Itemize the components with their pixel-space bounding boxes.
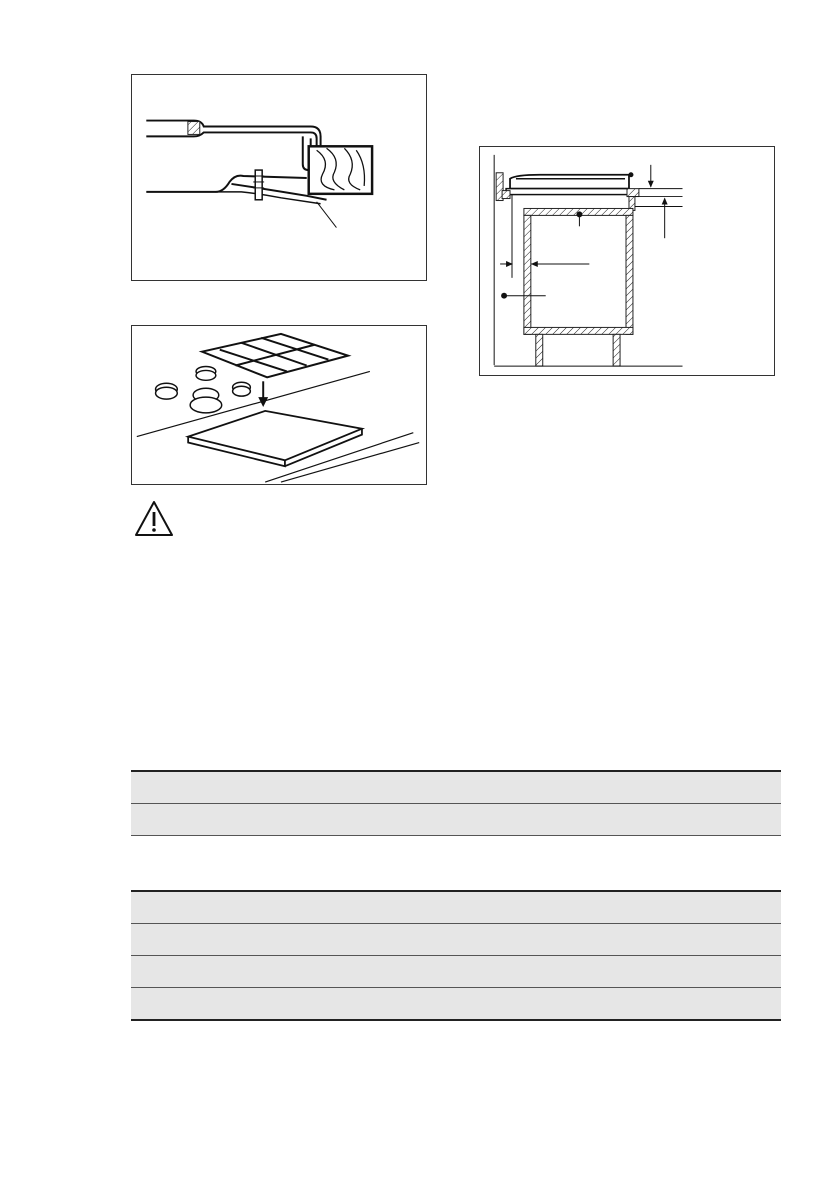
table-cell	[456, 771, 781, 804]
table-cell	[456, 956, 781, 988]
data-table-2	[131, 890, 781, 1021]
clamp-bracket-diagram	[132, 75, 426, 280]
table-row	[131, 956, 781, 988]
table-cell	[131, 804, 456, 836]
table-cell	[456, 891, 781, 924]
table-cell	[131, 891, 456, 924]
warning-triangle-icon	[133, 499, 175, 539]
table-cell	[131, 924, 456, 956]
data-table-1	[131, 770, 781, 836]
cabinet-section-diagram	[480, 147, 774, 375]
table-cell	[131, 988, 456, 1021]
table-row	[131, 804, 781, 836]
table-row	[131, 988, 781, 1021]
table-row	[131, 771, 781, 804]
installation-section-figure	[479, 146, 775, 376]
table-row	[131, 924, 781, 956]
table-cell	[131, 956, 456, 988]
clamp-detail-figure	[131, 74, 427, 281]
table-cell	[131, 771, 456, 804]
table-cell	[456, 804, 781, 836]
hob-plate-diagram	[132, 326, 426, 484]
table-row	[131, 891, 781, 924]
table-cell	[456, 924, 781, 956]
plate-placement-figure	[131, 325, 427, 485]
table-cell	[456, 988, 781, 1021]
